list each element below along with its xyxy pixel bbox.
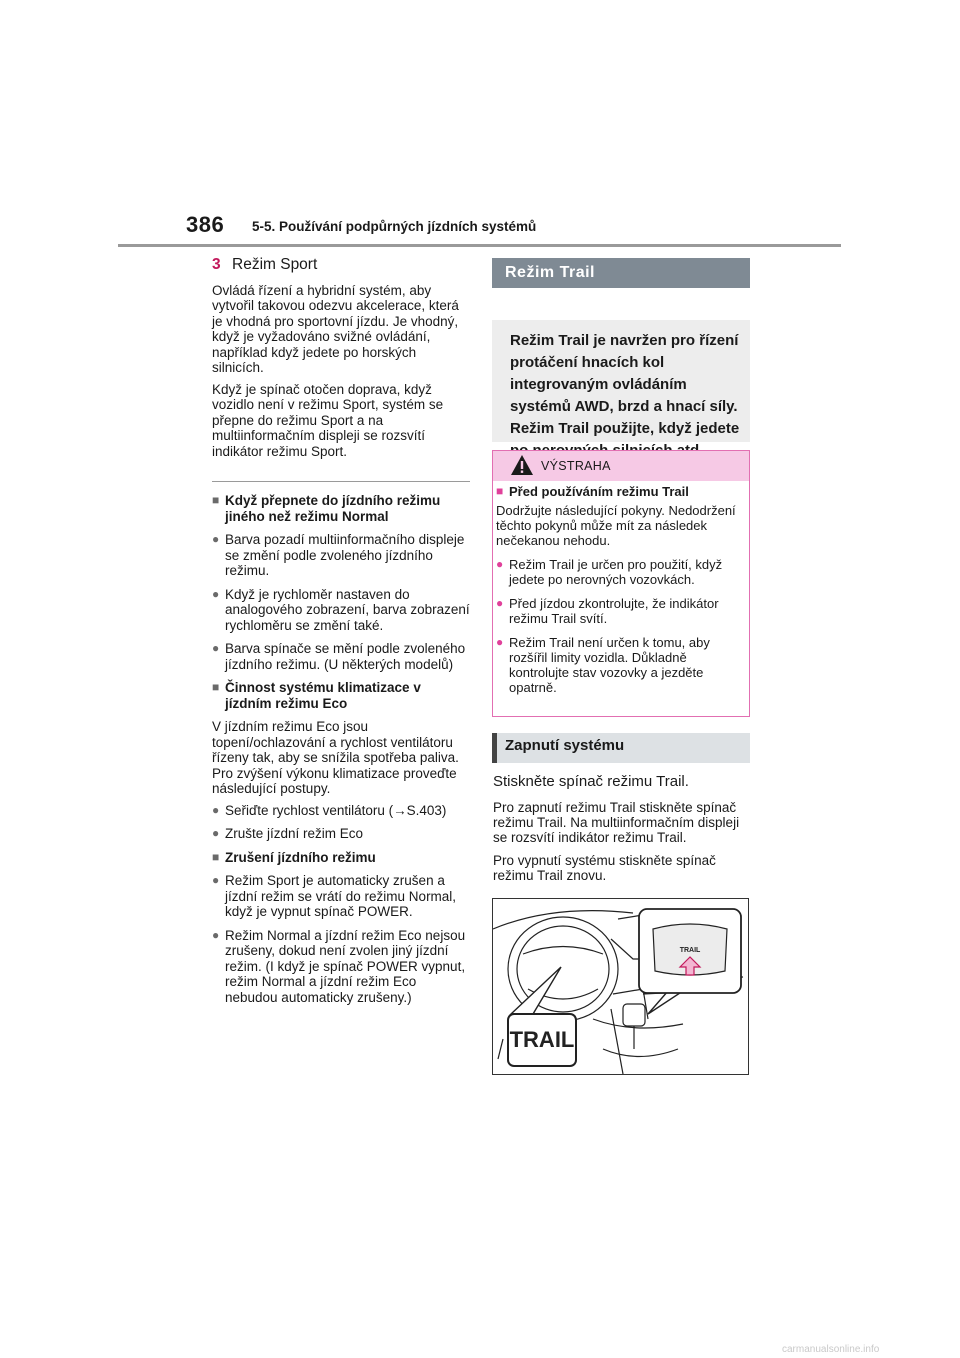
bullet-dot-icon: ● [212, 927, 220, 942]
cockpit-illustration [492, 898, 749, 1075]
bullet-dot-icon: ● [212, 532, 220, 546]
square-bullet-icon: ■ [212, 493, 220, 507]
mode-title: Režim Sport [232, 256, 318, 273]
list-item [212, 532, 470, 579]
bullet-dot-icon: ● [212, 802, 220, 817]
list-item [212, 641, 470, 672]
trail-section-title: Režim Trail [505, 264, 595, 281]
bullet-dot-icon: ● [212, 641, 220, 655]
list-item [496, 635, 746, 695]
list-item [212, 826, 470, 842]
square-bullet-icon: ■ [496, 484, 504, 498]
subsection-heading [212, 680, 470, 711]
subsection-title: Když přepnete do jízdního režimu jiného než režimu Normal [225, 493, 441, 524]
warning-text: Dodržujte následující pokyny. Nedodržení těchto pokynů může mít za následek nečekanou nehodu. [496, 503, 736, 548]
eco-paragraph: V jízdním režimu Eco jsou topení/ochlazování a rychlost ventilátoru řízeny tak, aby se snížila spotřeba paliva. Pro zvýšení výkonu klimatizace proveďte následující postupy. [212, 719, 459, 796]
page-number: 386 [186, 212, 225, 237]
press-instruction: Stiskněte spínač režimu Trail. [493, 773, 689, 790]
list-item-text: Režim Trail je určen pro použití, když jedete po nerovných vozovkách. [509, 557, 723, 587]
bullet-dot-icon: ● [212, 826, 220, 840]
bullet-dot-icon: ● [212, 873, 220, 887]
warning-title: VÝSTRAHA [541, 459, 611, 473]
header-divider [118, 244, 841, 247]
zap-paragraph-2: Pro vypnutí systému stiskněte spínač režimu Trail znovu. [493, 853, 716, 883]
list-item-text: Seřiďte rychlost ventilátoru (→S.403) [225, 802, 447, 818]
bullet-dot-icon: ● [496, 557, 504, 571]
bullet-dot-icon: ● [496, 635, 504, 649]
section-title: 5-5. Používání podpůrných jízdních systémů [252, 219, 537, 234]
intro-text: Režim Trail je navržen pro řízení protáčení hnacích kol integrovaným ovládáním systémů AWD, brzd a hnací síly. Režim Trail použijte, když jedete [510, 332, 740, 437]
left-column [212, 252, 470, 1013]
subsection-title: Činnost systému klimatizace v jízdním režimu Eco [225, 680, 421, 711]
small-callout-pointer [648, 991, 683, 1014]
warning-heading [496, 484, 746, 499]
list-item-text: Režim Normal a jízdní režim Eco nejsou zrušeny, dokud není zvolen jiný jízdní režim. (I když je spínač POWER vypnut, režim Normal a jízdní režim Eco nebudou automaticky zrušeny.) [225, 927, 466, 1005]
bullet-dot-icon: ● [212, 586, 220, 601]
list-item [496, 557, 746, 587]
mode-number: 3 [212, 256, 221, 273]
square-bullet-icon: ■ [212, 849, 220, 864]
list-item [496, 596, 746, 626]
zap-paragraphs [493, 800, 751, 891]
zap-paragraph-1: Pro zapnutí režimu Trail stiskněte spínač režimu Trail. Na multiinformačním displeji se rozsvítí indikátor režimu Trail. [493, 800, 740, 845]
trail-big-label: TRAIL [509, 1027, 575, 1052]
trail-switch-label: TRAIL [679, 947, 701, 954]
list-item [212, 873, 470, 920]
watermark: carmanualsonline.info [782, 1344, 880, 1355]
list-item-text: Režim Sport je automaticky zrušen a jízdní režim se vrátí do režimu Normal, když je vypnut spínač POWER. [225, 873, 457, 919]
list-item-text: Režim Trail není určen k tomu, aby rozšířil limity vozidla. Důkladně kontrolujte stav vozovky a jezděte opatrně. [509, 635, 710, 695]
list-item [212, 587, 470, 634]
sport-paragraph-2: Když je spínač otočen doprava, když vozidlo není v režimu Sport, systém se přepne do režimu Sport a na multiinformačním displeji se rozsvítí indikátor režimu Sport. [212, 381, 444, 459]
list-item-text: Před jízdou zkontrolujte, že indikátor režimu Trail svítí. [509, 596, 719, 626]
list-item-text: Barva spínače se mění podle zvoleného jízdního režimu. (U některých modelů) [225, 641, 466, 672]
list-item [212, 928, 470, 1006]
sport-paragraph-1: Ovládá řízení a hybridní systém, aby vytvořil takovou odezvu akcelerace, která je vhodná pro sportovní jízdu. Je vhodný, když je vyžadováno svižné ovládání, například když jedete po horských silnicích. [212, 282, 459, 375]
zap-section-title: Zapnutí systému [505, 737, 625, 754]
square-bullet-icon: ■ [212, 680, 220, 694]
subsection-heading [212, 493, 470, 524]
cockpit-drawing [493, 899, 748, 1074]
subsection-heading [212, 850, 470, 866]
warning-content [496, 484, 746, 704]
warning-triangle-icon [510, 454, 534, 476]
list-item-text: Když je rychloměr nastaven do analogového zobrazení, barva zobrazení rychloměru se změní také. [225, 586, 470, 633]
list-item-text: Barva pozadí multiinformačního displeje se změní podle zvoleného jízdního režimu. [225, 532, 465, 578]
big-callout-pointer [511, 967, 561, 1014]
zap-section-accent [492, 733, 497, 763]
mode-heading [212, 257, 470, 273]
section-divider [212, 481, 470, 482]
list-item-text: Zrušte jízdní režim Eco [225, 826, 364, 841]
list-item [212, 803, 470, 819]
bullet-dot-icon: ● [496, 596, 504, 610]
warning-heading-text: Před používáním režimu Trail [509, 484, 689, 499]
subsection-title: Zrušení jízdního režimu [225, 849, 376, 865]
